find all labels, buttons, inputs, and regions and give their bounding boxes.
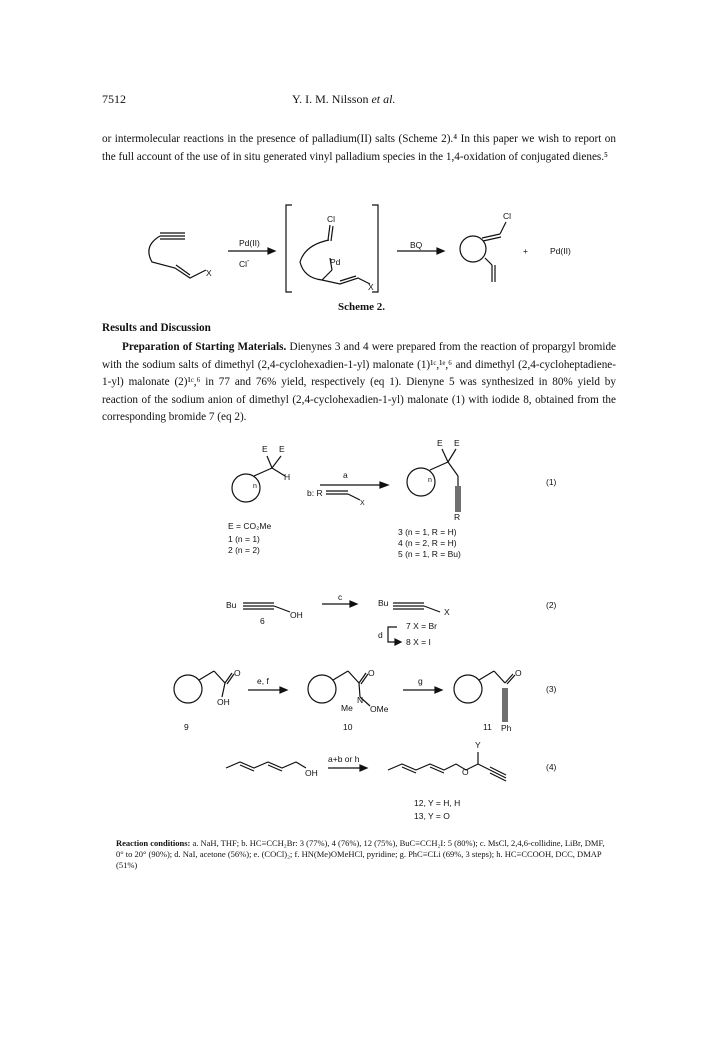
eq1-e2: E [279, 444, 285, 454]
eq3-ph: Ph [501, 723, 512, 733]
intro-paragraph: or intermolecular reactions in the presence of palladium(II) salts (Scheme 2).⁴ In this paper we wish to report on the full account of the use of in situ generated vinyl palladium species in the 1,4-oxidation of conjugated dienes.⁵ [102, 133, 616, 163]
eq1-e1: E [262, 444, 268, 454]
eq3-arrow-ef: e, f [257, 676, 269, 686]
eq1-x: X [360, 500, 365, 507]
intermediate-pd: Pd [330, 257, 341, 267]
eq3-o1: O [234, 668, 241, 678]
reaction-conditions [116, 838, 608, 871]
scheme-2-caption: Scheme 2. [338, 301, 386, 313]
subheading: Preparation of Starting Materials. [122, 341, 287, 353]
cmpd-4: 4 (n = 2, R = H) [398, 538, 457, 548]
cmpd-9: 9 [184, 722, 189, 732]
reagent-cl-charge: - [247, 257, 250, 265]
eq1-number: (1) [546, 477, 557, 487]
eq3-oh: OH [217, 697, 230, 707]
reagent-bq: BQ [410, 240, 423, 250]
eq2-oh: OH [290, 610, 303, 620]
eq3-arrow-g: g [418, 676, 423, 686]
eq3-o3: O [515, 668, 522, 678]
eq3-n: N [357, 695, 364, 705]
cmpd-5: 5 (n = 1, R = Bu) [398, 549, 461, 559]
cmpd-8: 8 X = I [406, 637, 431, 647]
plus-sign: + [523, 246, 528, 256]
eq2-number: (2) [546, 600, 557, 610]
eq4-o: O [462, 767, 469, 777]
cmpd-10: 10 [343, 722, 353, 732]
eq4-y: Y [475, 740, 481, 750]
eq1-h: H [284, 472, 291, 482]
eq2-step-d: d [378, 630, 383, 640]
cmpd-2: 2 (n = 2) [228, 545, 260, 555]
conditions-text: a. NaH, THF; b. HC≡CCH₂Br: 3 (77%), 4 (76%), 12 (75%), BuC≡CCH₂I: 5 (80%); c. MsCl, 2,4,6-collidine, LiBr, DMF, 0° to 20° (90%); d. NaI, acetone (56%); e. (COCl)₂; f. HN(Me)OMeHCl, pyridine; g. PhC≡CLi (69%, 3 steps); h. HC≡CCOOH, DCC, DMAP (51%) [116, 838, 605, 870]
eq2-x: X [444, 607, 450, 617]
cmpd-6: 6 [260, 616, 265, 626]
section-heading: Results and Discussion [102, 322, 211, 334]
eq3-ome: OMe [370, 704, 389, 714]
eq4-arrow: a+b or h [328, 754, 360, 764]
eq2-arrow-c: c [338, 592, 343, 602]
eq4-oh: OH [305, 768, 318, 778]
cmpd-11: 11 [483, 722, 492, 732]
eq1-r: R [454, 512, 461, 522]
conditions-label: Reaction conditions: [116, 838, 191, 848]
cmpd-12: 12, Y = H, H [414, 798, 461, 808]
cmpd-3: 3 (n = 1, R = H) [398, 527, 457, 537]
eq1-prod-e2: E [454, 438, 460, 448]
substrate-x: X [206, 268, 212, 278]
eq1-arrow-a: a [343, 470, 348, 480]
cmpd-13: 13, Y = O [414, 811, 450, 821]
eq1-n2: n [428, 477, 432, 484]
eq2-bu-left: Bu [226, 600, 237, 610]
product-cl: Cl [503, 211, 512, 221]
product-pd: Pd(II) [550, 246, 571, 256]
cmpd-1: 1 (n = 1) [228, 534, 260, 544]
reagent-cl-text: Cl [239, 258, 248, 269]
eq1-prod-e1: E [437, 438, 443, 448]
eq4-number: (4) [546, 762, 557, 772]
eq3-number: (3) [546, 684, 557, 694]
running-title-author: Y. I. M. Nilsson [292, 92, 369, 106]
eq1-arrow-b: b: R [307, 488, 323, 498]
eq3-o2: O [368, 668, 375, 678]
intermediate-cl: Cl [327, 214, 336, 224]
cmpd-7: 7 X = Br [406, 621, 437, 631]
intermediate-x: X [368, 282, 374, 292]
running-title-suffix: et al. [371, 92, 396, 106]
body-text: Dienynes 3 and 4 were prepared from the reaction of propargyl bromide with the sodium salts of dimethyl (2,4-cyclohexadien-1-yl) malonate (1)¹ᶜ,¹ᵉ,⁶ and dimethyl (2,4-cycloheptadiene-1-yl) malonate (2)¹ᶜ,⁶ in 77 and 76% yield, respectively (eq 1). Dienyne 5 was synthesized in 80% yield by reaction of the sodium anion of dimethyl (2,4-cyclohexadien-1-yl) malonate (1) with iodide 8, obtained from the corresponding bromide 7 (eq 2). [102, 341, 617, 423]
eq1-n1: n [253, 483, 257, 490]
reagent-pd: Pd(II) [239, 238, 260, 248]
e-definition: E = CO₂Me [228, 521, 272, 531]
eq2-bu-right: Bu [378, 598, 389, 608]
eq3-me: Me [341, 703, 353, 713]
page-number: 7512 [102, 92, 126, 106]
